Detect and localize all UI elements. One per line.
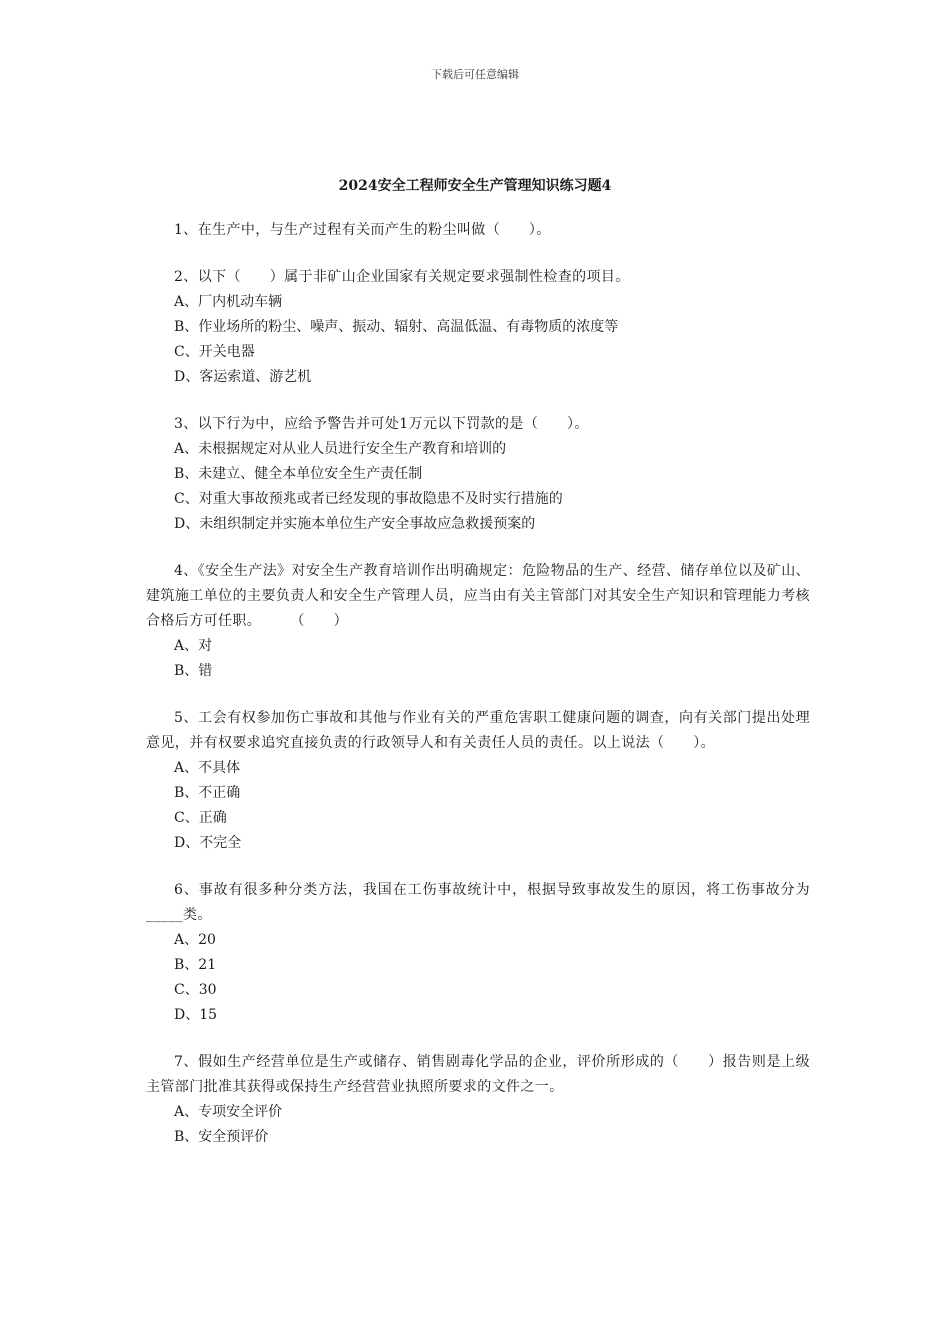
question-3 [146, 412, 810, 537]
question-4 [146, 559, 810, 684]
question-6 [146, 878, 810, 1028]
option-d: D、客运索道、游艺机 [174, 369, 312, 385]
option-c: C、30 [174, 982, 217, 998]
option-b: B、未建立、健全本单位安全生产责任制 [174, 466, 423, 482]
question-5 [146, 706, 810, 856]
question-1 [146, 218, 810, 243]
question-7 [146, 1050, 810, 1150]
question-text: 2、以下（ ）属于非矿山企业国家有关规定要求强制性检查的项目。 [174, 269, 630, 285]
header-note: 下载后可任意编辑 [431, 68, 519, 81]
option-a: A、专项安全评价 [174, 1104, 283, 1120]
document-title: 2024安全工程师安全生产管理知识练习题4 [338, 178, 612, 194]
option-d: D、15 [174, 1007, 218, 1023]
question-text: 5、工会有权参加伤亡事故和其他与作业有关的严重危害职工健康问题的调查，向有关部门提出处理意见，并有权要求追究直接负责的行政领导人和有关责任人员的责任。以上说法（ ）。 [146, 710, 810, 751]
option-d: D、不完全 [174, 835, 242, 851]
option-a: A、厂内机动车辆 [174, 294, 283, 310]
option-a: A、未根据规定对从业人员进行安全生产教育和培训的 [174, 441, 507, 457]
option-c: C、正确 [174, 810, 227, 826]
option-a: A、20 [174, 932, 216, 948]
question-text: 4、《安全生产法》对安全生产教育培训作出明确规定：危险物品的生产、经营、储存单位以及矿山、建筑施工单位的主要负责人和安全生产管理人员，应当由有关主管部门对其安全生产知识和管理能力考核合格后方可任职。 （ ） [146, 563, 810, 629]
option-b: B、安全预评价 [174, 1129, 269, 1145]
question-list [146, 218, 810, 1172]
option-b: B、21 [174, 957, 217, 973]
question-text: 1、在生产中，与生产过程有关而产生的粉尘叫做（ ）。 [174, 222, 551, 238]
question-text: 6、事故有很多种分类方法，我国在工伤事故统计中，根据导致事故发生的原因，将工伤事故分为_____类。 [146, 882, 810, 923]
question-text: 7、假如生产经营单位是生产或储存、销售剧毒化学品的企业，评价所形成的（ ）报告则是上级主管部门批准其获得或保持生产经营营业执照所要求的文件之一。 [146, 1054, 810, 1095]
option-a: A、不具体 [174, 760, 241, 776]
option-a: A、对 [174, 638, 213, 654]
option-d: D、未组织制定并实施本单位生产安全事故应急救援预案的 [174, 516, 536, 532]
question-text: 3、以下行为中，应给予警告并可处1万元以下罚款的是（ ）。 [174, 416, 589, 432]
option-b: B、错 [174, 663, 213, 679]
option-b: B、不正确 [174, 785, 241, 801]
option-b: B、作业场所的粉尘、噪声、振动、辐射、高温低温、有毒物质的浓度等 [174, 319, 619, 335]
question-2 [146, 265, 810, 390]
option-c: C、开关电器 [174, 344, 255, 360]
option-c: C、对重大事故预兆或者已经发现的事故隐患不及时实行措施的 [174, 491, 563, 507]
